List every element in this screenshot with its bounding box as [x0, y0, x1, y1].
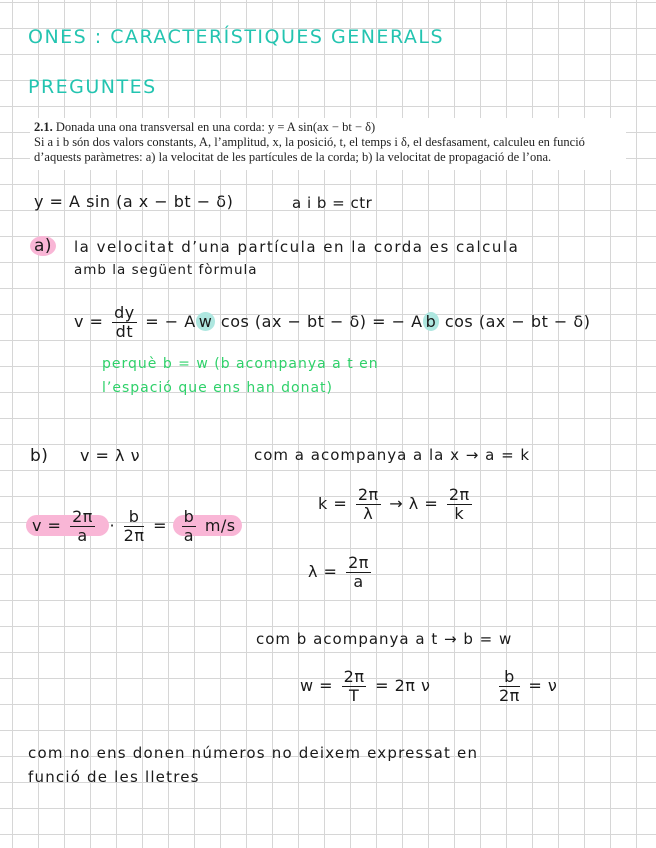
w-eq-left: w = [300, 676, 334, 695]
dot: · [109, 516, 116, 535]
numerator: 2π [448, 485, 470, 504]
note-line-1: perquè b = w (b acompanya a t en [102, 356, 379, 372]
numerator: b [183, 507, 195, 526]
denominator: a [353, 572, 364, 591]
constants-note: a i b = ctr [292, 194, 373, 212]
numerator: b [499, 668, 520, 687]
denominator: 2π [499, 686, 520, 705]
problem-statement [30, 118, 626, 170]
k-eq-left: k = [318, 494, 348, 513]
two-pi-over-k [447, 486, 472, 523]
conclusion-line-2: funció de les lletres [28, 768, 200, 786]
denominator: 2π [123, 526, 145, 545]
v-lambda-nu-equation: v = λ ν [80, 446, 141, 465]
part-a-text-1: la velocitat d’una partícula en la corda es calcula [74, 238, 520, 256]
w-rhs: = 2π ν [375, 676, 431, 695]
dy-numerator: dy [114, 303, 135, 322]
part-b-text: com a acompanya a la x → a = k [254, 446, 531, 464]
numerator: 2π [72, 507, 93, 526]
b-over-two-pi [124, 508, 145, 545]
denominator: a [77, 526, 88, 545]
two-pi-over-lambda [356, 486, 381, 523]
bw-rhs: = ν [528, 676, 558, 695]
omega-equation [300, 668, 430, 705]
denominator: a [183, 526, 195, 545]
numerator: 2π [357, 485, 379, 504]
dy-dt-fraction [112, 304, 137, 341]
k-arrow: → λ = [389, 494, 439, 513]
units-ms: m/s [204, 516, 236, 535]
problem-text-1: Donada una ona transversal en una corda: y = A sin(ax − bt − δ) [55, 120, 376, 134]
v-eq-left: v = [32, 516, 62, 535]
omega-text: com b acompanya a t → b = w [256, 630, 513, 648]
problem-line-1 [34, 120, 622, 135]
velocity-result-equation [26, 508, 242, 545]
page-title: ONES : CARACTERÍSTIQUES GENERALS [28, 26, 445, 48]
wave-equation: y = A sin (a x − bt − δ) [34, 192, 234, 211]
part-a-label [30, 236, 56, 256]
denominator: k [454, 504, 465, 523]
equals: = [153, 516, 167, 535]
note-line-2: l’espació que ens han donat) [102, 380, 333, 396]
k-equation [318, 486, 475, 523]
w-highlight: w [196, 312, 216, 331]
two-pi-over-a [70, 508, 95, 545]
two-pi-over-a [346, 554, 371, 591]
part-a-highlight: a) [30, 236, 56, 256]
lambda-equation [308, 554, 374, 591]
numerator: 2π [343, 667, 365, 686]
part-b-label: b) [30, 446, 49, 466]
velocity-equation [74, 304, 590, 341]
section-subtitle: PREGUNTES [28, 76, 157, 98]
b-over-a [182, 508, 197, 545]
v-rhs-1: = − A [145, 312, 196, 331]
numerator: b [124, 508, 145, 527]
v-rhs-2: cos (ax − bt − δ) = − A [220, 312, 423, 331]
b-over-two-pi [499, 668, 520, 705]
dt-denominator: dt [115, 322, 134, 341]
problem-line-2: Si a i b són dos valors constants, A, l’amplitud, x, la posició, t, el temps i δ, el desfasament, calculeu en funció [34, 135, 585, 149]
lambda-eq-left: λ = [308, 562, 338, 581]
problem-line-3: d’aquests paràmetres: a) la velocitat de les partícules de la corda; b) la velocitat de propagació de l’ona. [34, 150, 552, 164]
part-a-text-2: amb la següent fòrmula [74, 262, 258, 278]
denominator: T [348, 686, 360, 705]
b-highlight: b [423, 312, 440, 331]
v-result-left-highlight [26, 507, 109, 545]
b-over-two-pi-equation [496, 668, 557, 705]
v-rhs-3: cos (ax − bt − δ) [444, 312, 591, 331]
conclusion-line-1: com no ens donen números no deixem expressat en [28, 744, 479, 762]
v-result-right-highlight [173, 507, 242, 545]
denominator: λ [363, 504, 374, 523]
two-pi-over-T [342, 668, 367, 705]
problem-number: 2.1. [34, 120, 53, 134]
v-label: v = [74, 312, 104, 331]
numerator: 2π [348, 553, 369, 572]
